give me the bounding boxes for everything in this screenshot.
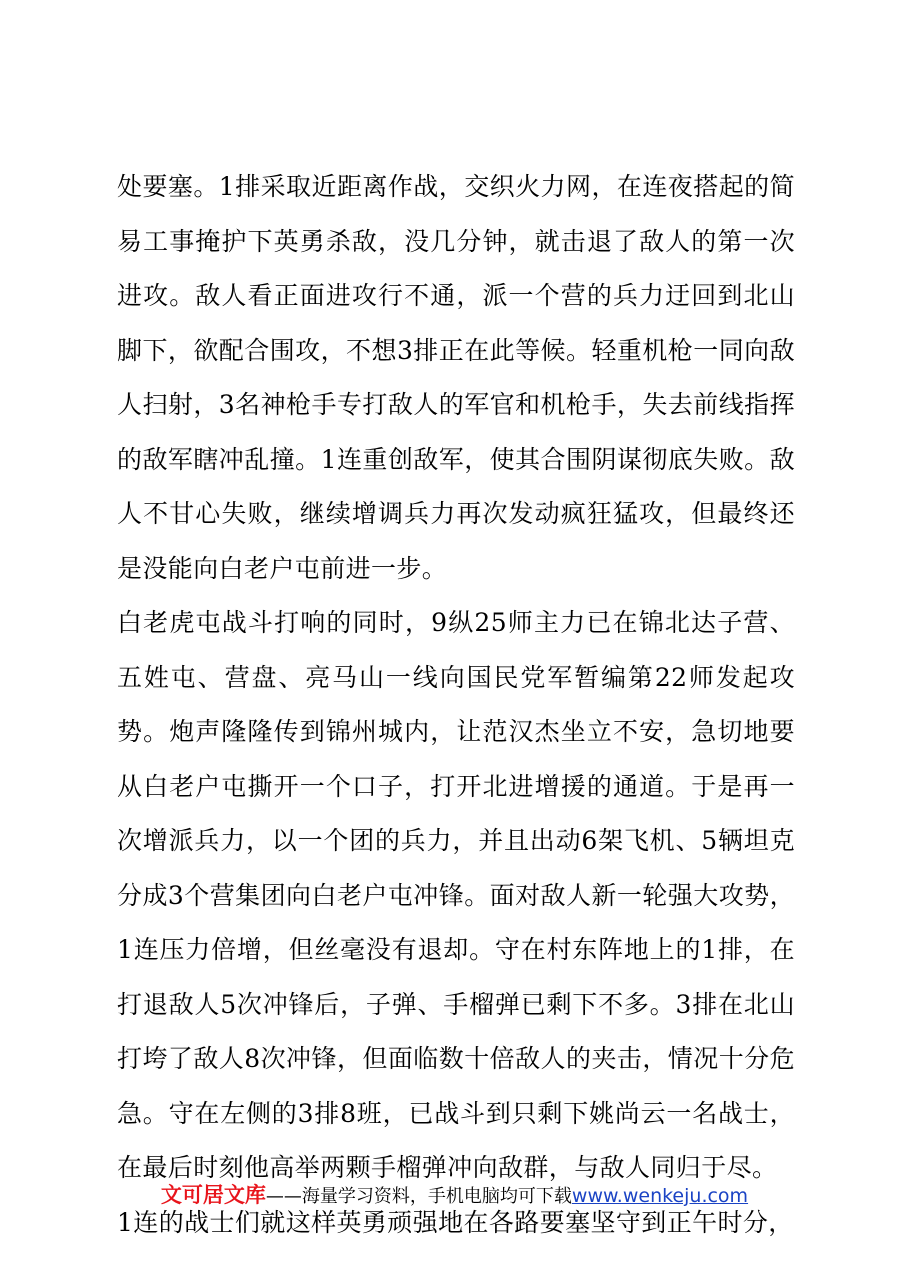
paragraph-2: 白老虎屯战斗打响的同时，9纵25师主力已在锦北达子营、五姓屯、营盘、亮马山一线向国民党军暂编第22师发起攻势。炮声隆隆传到锦州城内，让范汉杰坐立不安，急切地要从白老户屯撕开一个口子，打开北进增援的通道。于是再一次增派兵力，以一个团的兵力，并且出动6架飞机、5辆坦克分成3个营集团向白老户屯冲锋。面对敌人新一轮强大攻势，1连压力倍增，但丝毫没有退却。守在村东阵地上的1排，在打退敌人5次冲锋后，子弹、手榴弹已剩下不多。3排在北山打垮了敌人8次冲锋，但面临数十倍敌人的夹击，情况十分危急。守在左侧的3排8班，已战斗到只剩下姚尚云一名战士，在最后时刻他高举两颗手榴弹冲向敌群，与敌人同归于尽。 (117, 608, 795, 1182)
paragraph-1: 处要塞。1排采取近距离作战，交织火力网，在连夜搭起的简易工事掩护下英勇杀敌，没几分钟，就击退了敌人的第一次进攻。敌人看正面进攻行不通，派一个营的兵力迂回到北山脚下，欲配合围攻，不想3排正在此等候。轻重机枪一同向敌人扫射，3名神枪手专打敌人的军官和机枪手，失去前线指挥的敌军瞎冲乱撞。1连重创敌军，使其合围阴谋彻底失败。敌人不甘心失败，继续增调兵力再次发动疯狂猛攻，但最终还是没能向白老户屯前进一步。 (117, 172, 795, 583)
paragraph-3: 1连的战士们就这样英勇顽强地在各路要塞坚守到正午时分， (117, 1207, 794, 1237)
footer-brand: 文可居文库 (160, 1183, 266, 1207)
article-body (117, 160, 795, 1250)
footer-tagline: ——海量学习资料，手机电脑均可下载 (265, 1186, 572, 1207)
footer-site-link[interactable]: www.wenkeju.com (571, 1185, 749, 1207)
page-footer (0, 1180, 909, 1212)
